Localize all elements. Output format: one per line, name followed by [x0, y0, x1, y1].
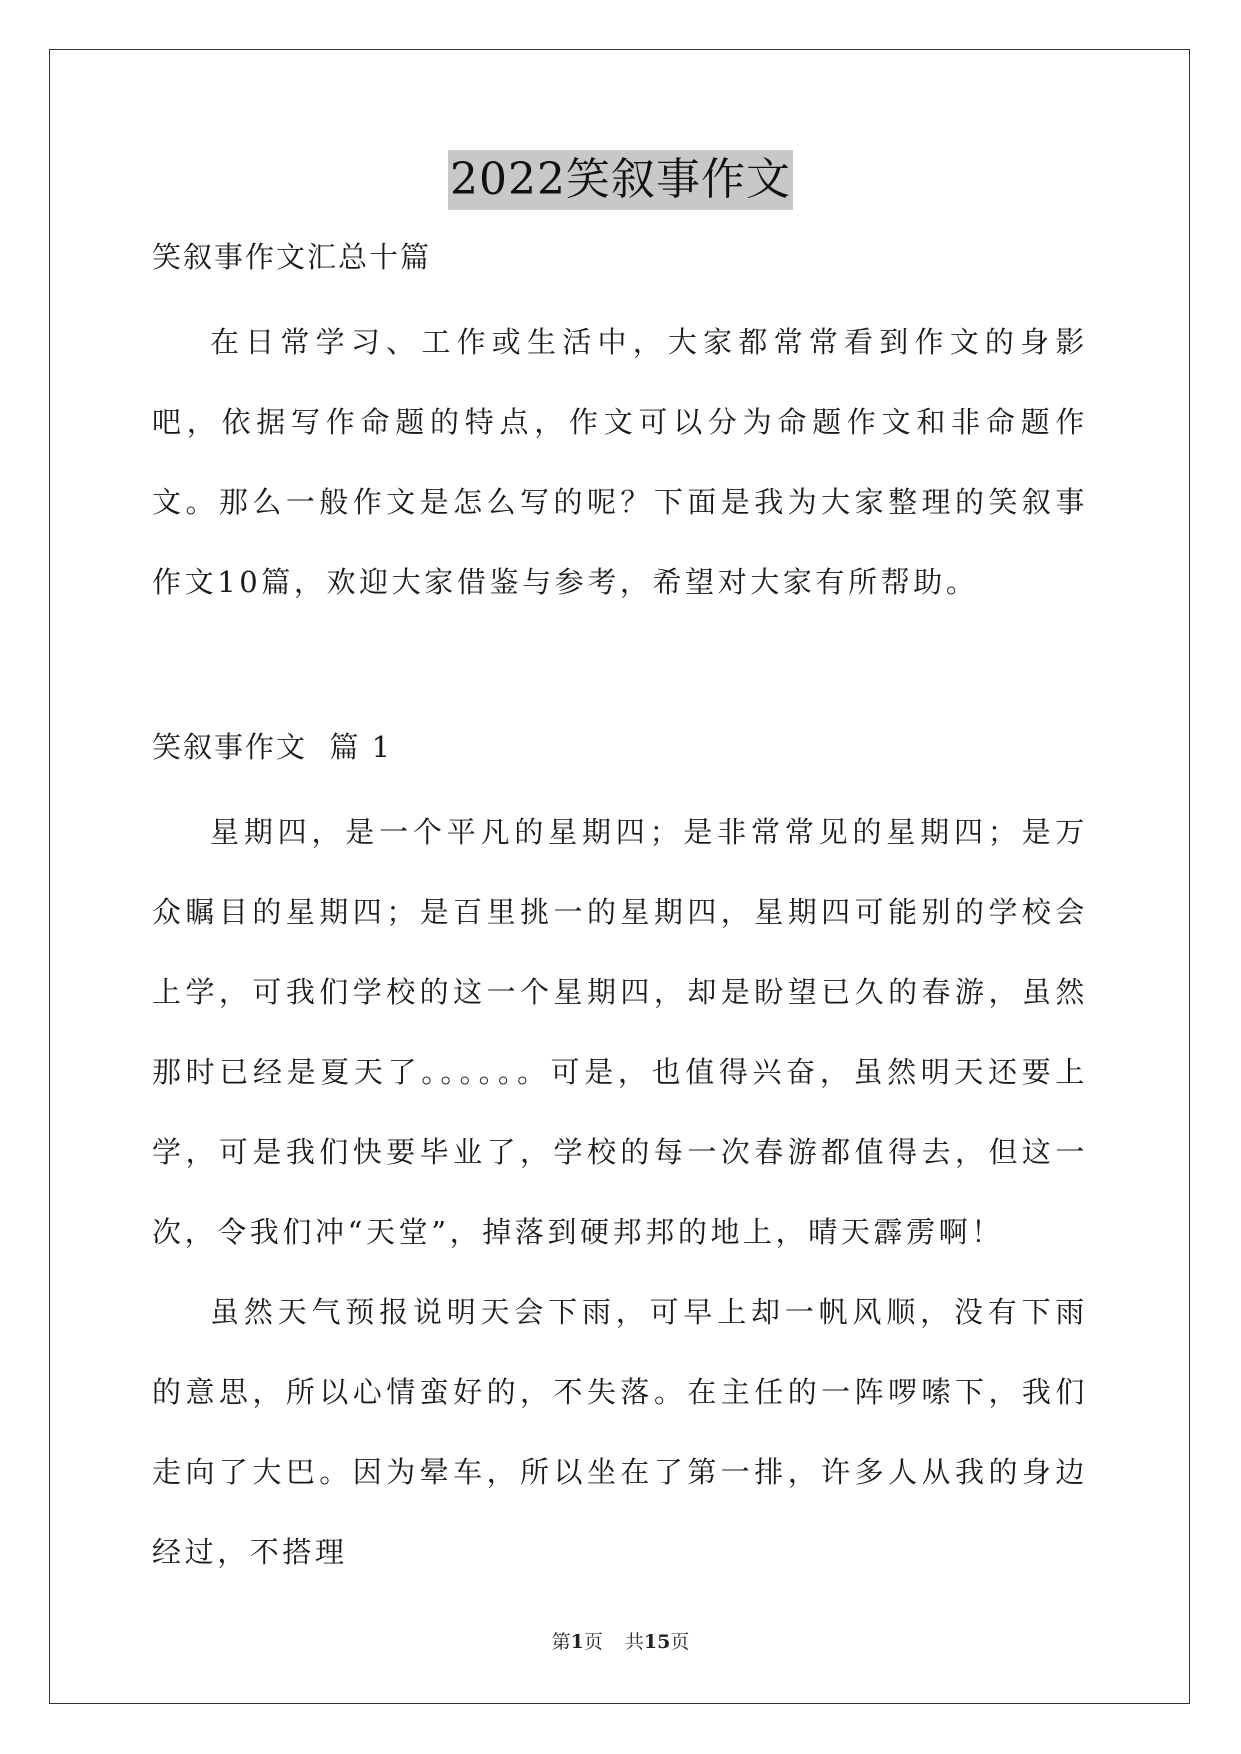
section-paragraph: 虽然天气预报说明天会下雨，可早上却一帆风顺，没有下雨的意思，所以心情蛮好的，不失落。在主任的一阵啰嗦下，我们走向了大巴。因为晕车，所以坐在了第一排，许多人从我的身边经过，不搭理: [152, 1295, 1088, 1569]
document-title: 2022笑叙事作文: [448, 150, 793, 210]
document-subtitle: 笑叙事作文汇总十篇: [152, 240, 432, 274]
footer-total-prefix: 共: [624, 1631, 644, 1653]
footer-total-suffix: 页: [670, 1631, 690, 1653]
intro-paragraph: 在日常学习、工作或生活中，大家都常常看到作文的身影吧，依据写作命题的特点，作文可以分为命题作文和非命题作文。那么一般作文是怎么写的呢？下面是我为大家整理的笑叙事作文10篇，欢迎大家借鉴与参考，希望对大家有所帮助。: [152, 325, 1088, 599]
footer-total-pages: 15: [643, 1631, 671, 1653]
section-heading-title: 笑叙事作文: [152, 730, 308, 764]
page-footer: [0, 1629, 1241, 1655]
section-heading-number: 篇 1: [329, 730, 393, 764]
footer-page-suffix: 页: [583, 1631, 603, 1653]
document-body: [152, 232, 1088, 1592]
section-heading: [152, 722, 1088, 772]
footer-page-prefix: 第: [551, 1631, 571, 1653]
title-container: [0, 150, 1241, 210]
footer-current-page: 1: [570, 1631, 584, 1653]
section-paragraph: 星期四，是一个平凡的星期四；是非常常见的星期四；是万众瞩目的星期四；是百里挑一的星期四，星期四可能别的学校会上学，可我们学校的这一个星期四，却是盼望已久的春游，虽然那时已经是夏天了。。。。。。可是，也值得兴奋，虽然明天还要上学，可是我们快要毕业了，学校的每一次春游都值得去，但这一次，令我们冲“天堂”，掉落到硬邦邦的地上，晴天霹雳啊！: [152, 815, 1088, 1249]
